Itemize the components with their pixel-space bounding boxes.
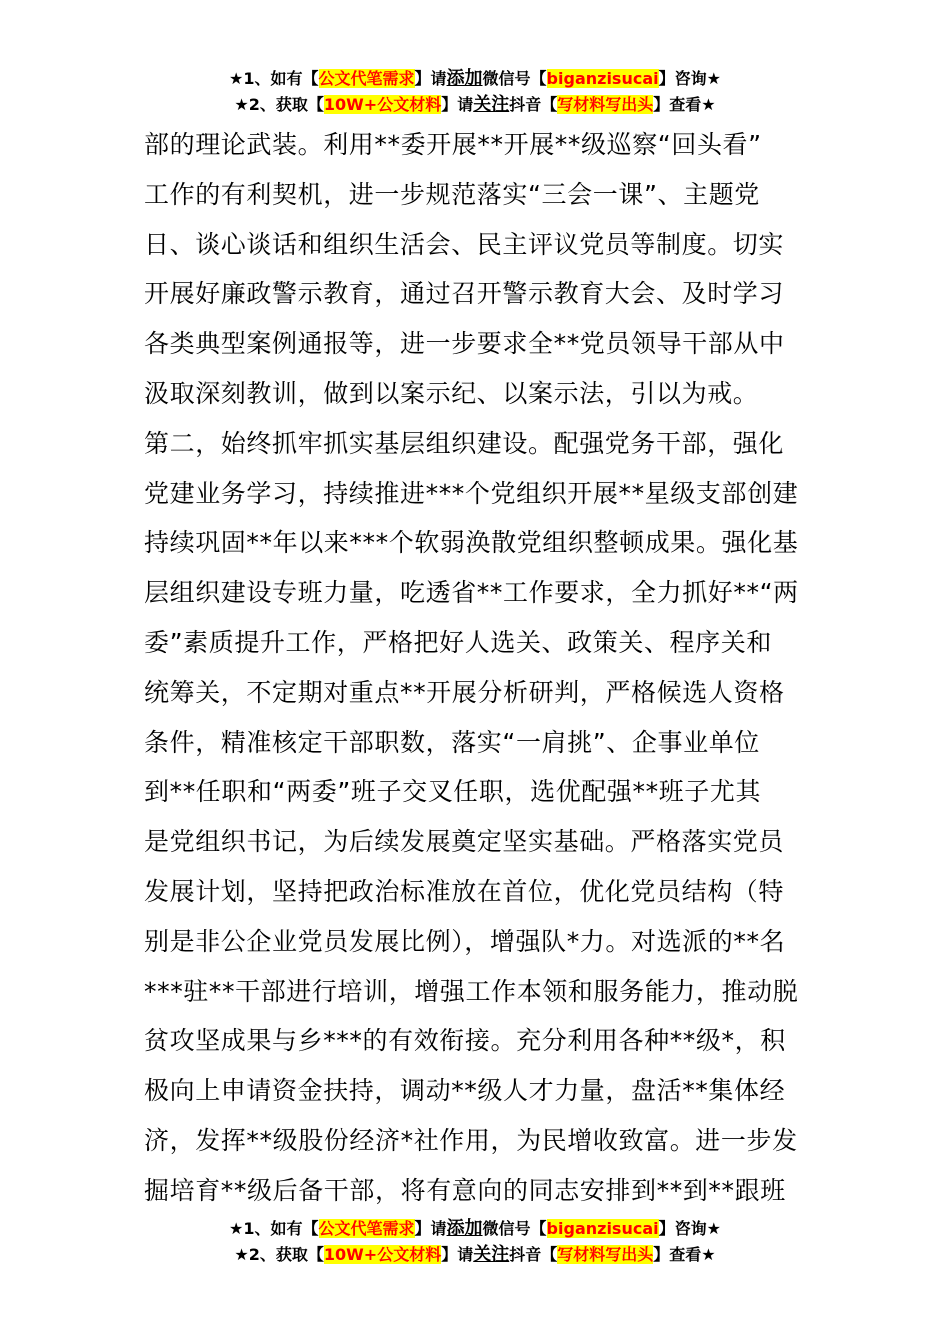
highlight-service: 公文代笔需求 (318, 1219, 415, 1238)
banner-line-2: ★2、获取【10W+公文材料】请关注抖音【写材料写出头】查看★ (234, 1244, 716, 1265)
body-line: 党建业务学习，持续推进***个党组织开展**星级支部创建 (144, 478, 799, 508)
body-line: ***驻**干部进行培训，增强工作本领和服务能力，推动脱 (144, 976, 799, 1006)
body-line: 条件，精准核定干部职数，落实“一肩挑”、企事业单位 (144, 727, 760, 757)
highlight-service: 公文代笔需求 (318, 69, 415, 88)
banner-line-1: ★1、如有【公文代笔需求】请添加微信号【biganzisucai】咨询★ (229, 68, 721, 89)
body-line: 部的理论武装。利用**委开展**开展**级巡察“回头看” (144, 130, 762, 159)
body-line: 开展好廉政警示教育，通过召开警示教育大会、及时学习 (144, 279, 785, 309)
body-line: 发展计划，坚持把政治标准放在首位，优化党员结构（特 (144, 876, 785, 906)
body-line: 日、谈心谈话和组织生活会、民主评议党员等制度。切实 (144, 229, 785, 259)
body-line: 持续巩固**年以来***个软弱涣散党组织整顿成果。强化基 (144, 528, 799, 558)
highlight-materials: 10W+公文材料 (323, 1245, 442, 1264)
body-line: 各类典型案例通报等，进一步要求全**党员领导干部从中 (144, 329, 785, 359)
body-line: 层组织建设专班力量，吃透省**工作要求，全力抓好**“两 (144, 578, 799, 608)
highlight-wechat-id: biganzisucai (546, 69, 659, 88)
body-line: 别是非公企业党员发展比例），增强队*力。对选派的**名 (144, 926, 786, 956)
body-line: 贫攻坚成果与乡***的有效衔接。充分利用各种**级*，积 (144, 1026, 786, 1056)
document-body (144, 120, 824, 1216)
body-line: 工作的有利契机，进一步规范落实“三会一课”、主题党 (144, 179, 760, 209)
body-line: 委”素质提升工作，严格把好人选关、政策关、程序关和 (144, 627, 772, 657)
body-line: 到**任职和“两委”班子交叉任职，选优配强**班子尤其 (144, 777, 762, 807)
highlight-douyin: 写材料写出头 (557, 95, 654, 114)
highlight-wechat-id: biganzisucai (546, 1219, 659, 1238)
body-line: 第二，始终抓牢抓实基层组织建设。配强党务干部，强化 (144, 428, 785, 458)
highlight-materials: 10W+公文材料 (323, 95, 442, 114)
highlight-douyin: 写材料写出头 (557, 1245, 654, 1264)
banner-line-2: ★2、获取【10W+公文材料】请关注抖音【写材料写出头】查看★ (234, 94, 716, 115)
body-line: 极向上申请资金扶持，调动**级人才力量，盘活**集体经 (144, 1076, 786, 1106)
body-line: 是党组织书记，为后续发展奠定坚实基础。严格落实党员 (144, 827, 785, 857)
body-line: 统筹关，不定期对重点**开展分析研判，严格候选人资格 (144, 677, 785, 707)
body-line: 济，发挥**级股份经济*社作用，为民增收致富。进一步发 (144, 1125, 798, 1155)
body-line: 掘培育**级后备干部，将有意向的同志安排到**到**跟班 (144, 1175, 786, 1205)
body-line: 汲取深刻教训，做到以案示纪、以案示法，引以为戒。 (144, 378, 759, 408)
banner-line-1: ★1、如有【公文代笔需求】请添加微信号【biganzisucai】咨询★ (229, 1218, 721, 1239)
